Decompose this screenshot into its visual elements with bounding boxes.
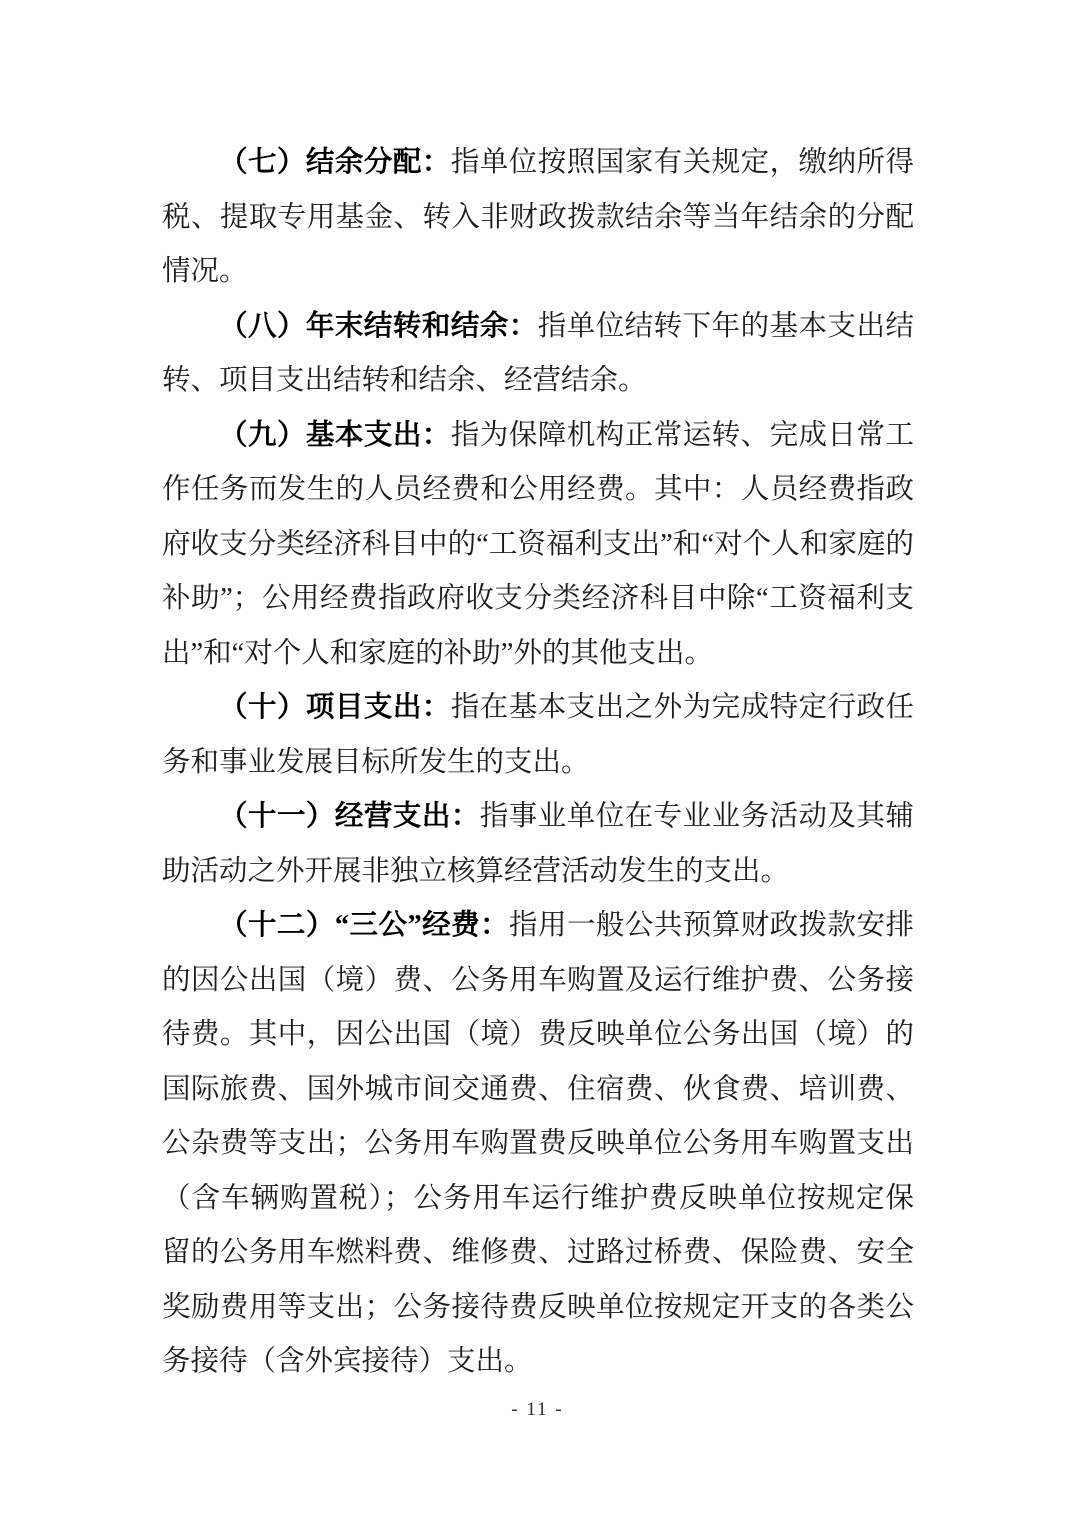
term-heading: （十一）经营支出： — [219, 801, 480, 832]
definition-text: 指用一般公共预算财政拨款安排的因公出国（境）费、公务用车购置及运行维护费、公务接待费。其中，因公出国（境）费反映单位公务出国（境）的国际旅费、国外城市间交通费、住宿费、伙食费、培训费、公杂费等支出；公务用车购置费反映单位公务用车购置支出（含车辆购置税）；公务用车运行维护费反映单位按规定保留的公务用车燃料费、维修费、过路过桥费、保险费、安全奖励费用等支出；公务接待费反映单位按规定开支的各类公务接待（含外宾接待）支出。 — [162, 910, 914, 1377]
definition-text: 指事业单位在专业业务活动及其辅助活动之外开展非独立核算经营活动发生的支出。 — [162, 801, 914, 887]
definition-paragraph — [162, 681, 914, 790]
term-heading: （七）结余分配： — [219, 147, 451, 178]
definition-text: 指为保障机构正常运转、完成日常工作任务而发生的人员经费和公用经费。其中：人员经费指政府收支分类经济科目中的“工资福利支出”和“对个人和家庭的补助”；公用经费指政府收支分类经济科目中除“工资福利支出”和“对个人和家庭的补助”外的其他支出。 — [162, 419, 914, 669]
definition-paragraph — [162, 899, 914, 1390]
page-number: - 11 - — [511, 1399, 564, 1420]
definition-paragraph — [162, 790, 914, 899]
term-heading: （十）项目支出： — [219, 692, 451, 723]
definition-text: 指在基本支出之外为完成特定行政任务和事业发展目标所发生的支出。 — [162, 692, 914, 778]
definition-paragraph — [162, 409, 914, 682]
definition-paragraph — [162, 300, 914, 409]
definition-text: 指单位按照国家有关规定，缴纳所得税、提取专用基金、转入非财政拨款结余等当年结余的分配情况。 — [162, 147, 914, 287]
definition-text: 指单位结转下年的基本支出结转、项目支出结转和结余、经营结余。 — [162, 310, 914, 396]
term-heading: （九）基本支出： — [219, 419, 451, 451]
document-content — [162, 136, 914, 1390]
definition-paragraph — [162, 136, 914, 300]
term-heading: （八）年末结转和结余： — [219, 310, 538, 342]
term-heading: （十二）“三公”经费： — [219, 910, 510, 941]
